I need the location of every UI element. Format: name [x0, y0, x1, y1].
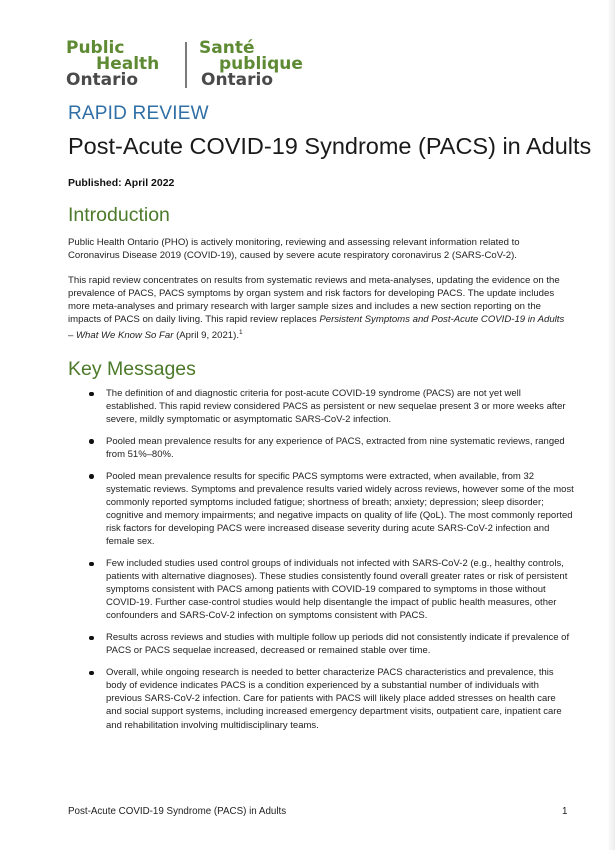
list-item: [84, 387, 574, 426]
bullet-icon: [89, 671, 94, 676]
list-item-text: Pooled mean prevalence results for specific PACS symptoms were extracted, when available, from 32 systematic reviews. Symptoms and prevalence results varied widely across reviews, however some of the most commonly reported symptoms included fatigue; shortness of breath; anxiety; depression; sleep disorder; cognitive and memory impairments; and negative impacts on quality of life (QoL). The most commonly reported risk factors for developing PACS were increased disease severity during acute SARS-CoV-2 infection and female sex.: [106, 470, 574, 548]
footnote-reference[interactable]: 1: [239, 329, 243, 337]
paragraph-2-text: This rapid review concentrates on results from systematic reviews and meta-analyses, updating the evidence on the prevalence of PACS, PACS symptoms by organ system and risk factors for developing PACS. The update includes more meta-analyses and primary research with larger sample sizes and includes a new section reporting on the impacts of PACS on daily living. This rapid review replaces: [68, 275, 560, 326]
document-title: Post-Acute COVID-19 Syndrome (PACS) in Adults: [68, 133, 592, 159]
list-item-text: The definition of and diagnostic criteria for post-acute COVID-19 syndrome (PACS) are not yet well established. This rapid review considered PACS as persistent or new sequelae present 3 or more weeks after severe, mildly symptomatic or asymptomatic SARS-CoV-2 infection.: [106, 388, 566, 426]
key-messages-list: [84, 387, 574, 740]
bullet-icon: [89, 439, 94, 444]
introduction-paragraph-1: Public Health Ontario (PHO) is actively monitoring, reviewing and assessing relevant information related to Coronavirus Disease 2019 (COVID-19), caused by severe acute respiratory coronavirus 2 (SARS-CoV-2).: [68, 237, 520, 262]
list-item-text: Results across reviews and studies with multiple follow up periods did not consistently indicate if prevalence of PACS or PACS sequelae increased, decreased or remained stable over time.: [106, 632, 570, 657]
list-item-text: Pooled mean prevalence results for any experience of PACS, extracted from nine systematic reviews, ranged from 51%–80%.: [106, 435, 565, 461]
logo-english-line-3: Ontario: [66, 70, 139, 90]
introduction-paragraph-2: [68, 274, 568, 343]
published-date: Published: April 2022: [68, 177, 175, 189]
list-item: [84, 666, 574, 731]
list-item: [84, 631, 574, 657]
logo-english-line-2: Health: [96, 54, 160, 74]
paragraph-2-replaced-title: Persistent Symptoms and Post-Acute COVID-19 in Adults – What We Know So Far: [68, 314, 565, 342]
paragraph-2-date: (April 9, 2021).: [173, 330, 239, 342]
logo-english: [66, 40, 159, 88]
footer-title: Post-Acute COVID-19 Syndrome (PACS) in Adults: [68, 806, 287, 817]
logo-english-line-1: Public: [66, 38, 125, 58]
list-item-text: Few included studies used control groups of individuals not infected with SARS-CoV-2 (e.g., healthy controls, patients with alternative diagnoses). These studies consistently found overall greater rates or risk of persistent symptoms consistent with PACS among patients with COVID-19 compared to symptoms in those without COVID-19. Further case-control studies would help disentangle the impact of public health measures, other confounders and SARS-CoV-2 infection on symptoms consistent with PACS.: [106, 558, 568, 622]
page-number: 1: [562, 806, 568, 817]
list-item: [84, 435, 574, 461]
bullet-icon: [89, 392, 94, 397]
list-item: [84, 470, 574, 549]
logo-french-line-3: Ontario: [201, 70, 274, 90]
bullet-icon: [89, 474, 94, 479]
logo-divider: [185, 42, 187, 88]
introduction-heading: Introduction: [68, 204, 170, 226]
logo-french: [199, 40, 303, 88]
list-item-text: Overall, while ongoing research is needed to better characterize PACS characteristics and prevalence, this body of evidence indicates PACS is a condition experienced by a substantial number of individuals with previous SARS-CoV-2 infection. Care for patients with PACS will likely place added stresses on health care and social support systems, including increased emergency department visits, outpatient care, inpatient care and rehabilitation involving multidisciplinary teams.: [106, 667, 562, 731]
list-item: [84, 557, 574, 622]
page-edge-shadow: [607, 0, 615, 850]
public-health-ontario-logo: [66, 40, 326, 92]
bullet-icon: [89, 636, 94, 641]
logo-french-line-1: Santé: [199, 38, 255, 58]
logo-french-line-2: publique: [219, 54, 303, 74]
document-type-label: RAPID REVIEW: [68, 103, 209, 124]
bullet-icon: [89, 562, 94, 567]
key-messages-heading: Key Messages: [68, 358, 196, 380]
